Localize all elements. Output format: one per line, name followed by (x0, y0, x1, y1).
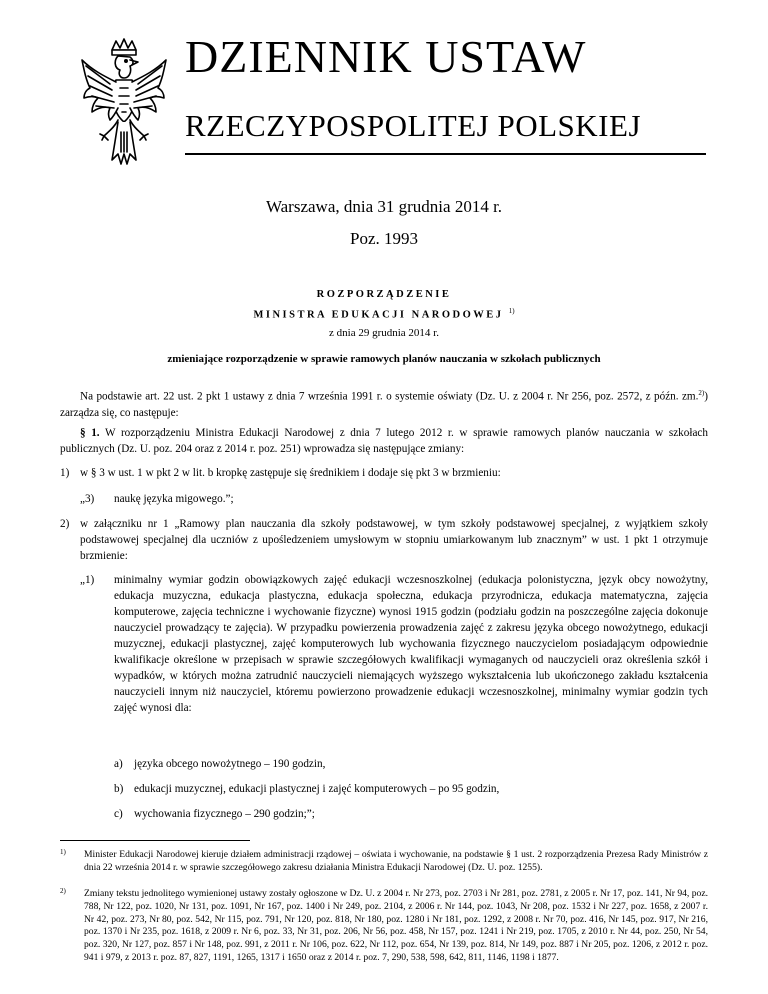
footnote-rule (60, 840, 250, 841)
section-1-text: W rozporządzeniu Ministra Edukacji Narodowej z dnia 7 lutego 2012 r. w sprawie ramowych planów nauczania w szkołach publicznych (Dz. U. poz. 204 oraz z 2014 r. poz. 251) wprowadza się następujące zmiany: (60, 427, 708, 455)
preamble-text-b: ) zarządza się, co następuje: (60, 390, 708, 419)
item-1-quote-text: naukę języka migowego.”; (114, 493, 234, 505)
footnote-2-number: 2) (60, 887, 66, 895)
letter-c-label: c) (114, 808, 123, 820)
footnote-2-text: Zmiany tekstu jednolitego wymienionej ustawy zostały ogłoszone w Dz. U. z 2004 r. Nr 273, poz. 2703 i Nr 281, poz. 2781, z 2005 r. Nr 17, poz. 141, Nr 94, poz. 788, Nr 122, poz. 1020, Nr 131, poz. 1091, Nr 167, poz. 1400 i Nr 249, poz. 2104, z 2006 r. Nr 144, poz. 1043, Nr 208, poz. 1532 i Nr 227, poz. 1658, z 2007 r. Nr 42, poz. 273, Nr 80, poz. 542, Nr 115, poz. 791, Nr 120, poz. 818, Nr 180, poz. 1280 i Nr 181, poz. 1292, z 2008 r. Nr 70, poz. 416, Nr 145, poz. 917, Nr 216, poz. 1370 i Nr 235, poz. 1618, z 2009 r. Nr 6, poz. 33, Nr 31, poz. 206, Nr 56, poz. 458, Nr 157, poz. 1241 i Nr 219, poz. 1705, z 2010 r. Nr 44, poz. 250, Nr 54, poz. 320, Nr 127, poz. 857 i Nr 148, poz. 991, z 2011 r. Nr 106, poz. 622, Nr 112, poz. 654, Nr 139, poz. 814, Nr 149, poz. 887 i Nr 205, poz. 1206, z 2012 r. poz. 941 i 979, z 2013 r. poz. 87, 827, 1191, 1265, 1317 i 1650 oraz z 2014 r. poz. 7, 290, 538, 598, 642, 811, 1146, 1198 i 1877. (84, 888, 708, 963)
preamble (60, 385, 708, 421)
issuer-footnote-ref: 1) (508, 307, 515, 315)
header-rule (185, 153, 706, 155)
item-2-number: 2) (60, 518, 70, 530)
act-issuer (0, 307, 768, 321)
item-2-quote-text: minimalny wymiar godzin obowiązkowych zajęć edukacji wczesnoszkolnej (edukacja polonistyczna, język obcy nowożytny, edukacja muzyczna, edukacja plastyczna, edukacja społeczna, edukacja przyrodnicza, edukacja matematyczna, zajęcia komputerowe, zajęcia techniczne i wychowanie fizyczne) wynosi 1915 godzin (podziału godzin na poszczególne zajęcia dokonuje nauczyciel prowadzący te zajęcia). W przypadku powierzenia prowadzenia zajęć z zakresu języka obcego nowożytnego, edukacji muzycznej, edukacji plastycznej, zajęć komputerowych lub wychowania fizycznego nauczycielom posiadającym odpowiednie kwalifikacje określone w przepisach w sprawie szczegółowych kwalifikacji wymaganych od nauczycieli oraz określenia szkół i wypadków, w których można zatrudnić nauczycieli niemających wyższego wykształcenia lub ukończonego zakładu kształcenia nauczycieli innym niż nauczyciel, któremu powierzono prowadzenie edukacji wczesnoszkolnej, minimalny wymiar godzin tych zajęć wynosi dla: (114, 574, 708, 714)
item-2-text: w załączniku nr 1 „Ramowy plan nauczania dla szkoły podstawowej, w tym szkoły podstawowej specjalnej, z wyjątkiem szkoły podstawowej specjalnej dla uczniów z upośledzeniem umysłowym w stopniu umiarkowanym lub znacznym” w ust. 1 pkt 1 otrzymuje brzmienie: (80, 518, 708, 562)
journal-title: DZIENNIK USTAW (185, 31, 587, 82)
letter-b-label: b) (114, 783, 124, 795)
letter-c-text: wychowania fizycznego – 290 godzin;”; (134, 808, 315, 820)
section-1 (60, 425, 708, 457)
letter-a-text: języka obcego nowożytnego – 190 godzin, (134, 758, 326, 770)
issuer-name: MINISTRA EDUKACJI NARODOWEJ (253, 309, 504, 321)
act-type: ROZPORZĄDZENIE (316, 289, 452, 300)
item-1-text: w § 3 w ust. 1 w pkt 2 w lit. b kropkę zastępuje się średnikiem i dodaje się pkt 3 w brzmieniu: (80, 467, 501, 479)
section-1-label: § 1. (80, 427, 100, 439)
preamble-footnote-ref: 2) (698, 389, 705, 397)
publication-date: Warszawa, dnia 31 grudnia 2014 r. (265, 197, 503, 216)
footnote-1-text: Minister Edukacji Narodowej kieruje działem administracji rządowej – oświata i wychowanie, na podstawie § 1 ust. 2 rozporządzenia Prezesa Rady Ministrów z dnia 22 września 2014 r. w sprawie szczegółowego zakresu działania Ministra Edukacji Narodowej (Dz. U. poz. 1255). (84, 849, 708, 873)
act-date: z dnia 29 grudnia 2014 r. (329, 327, 439, 339)
letter-b-text: edukacji muzycznej, edukacji plastycznej i zajęć komputerowych – po 95 godzin, (134, 783, 500, 795)
position-number: Poz. 1993 (350, 229, 418, 248)
journal-subtitle: RZECZYPOSPOLITEJ POLSKIEJ (185, 108, 642, 143)
item-2-quote-number: „1) (80, 574, 95, 586)
letter-a-label: a) (114, 758, 123, 770)
polish-eagle-icon (74, 36, 174, 170)
preamble-text-a: Na podstawie art. 22 ust. 2 pkt 1 ustawy z dnia 7 września 1991 r. o systemie oświaty (Dz. U. z 2004 r. Nr 256, poz. 2572, z późn. zm. (80, 390, 699, 403)
item-1-quote-number: „3) (80, 493, 95, 505)
act-subject: zmieniające rozporządzenie w sprawie ramowych planów nauczania w szkołach publicznych (167, 353, 601, 365)
item-1-number: 1) (60, 467, 70, 479)
footnote-1-number: 1) (60, 848, 66, 856)
